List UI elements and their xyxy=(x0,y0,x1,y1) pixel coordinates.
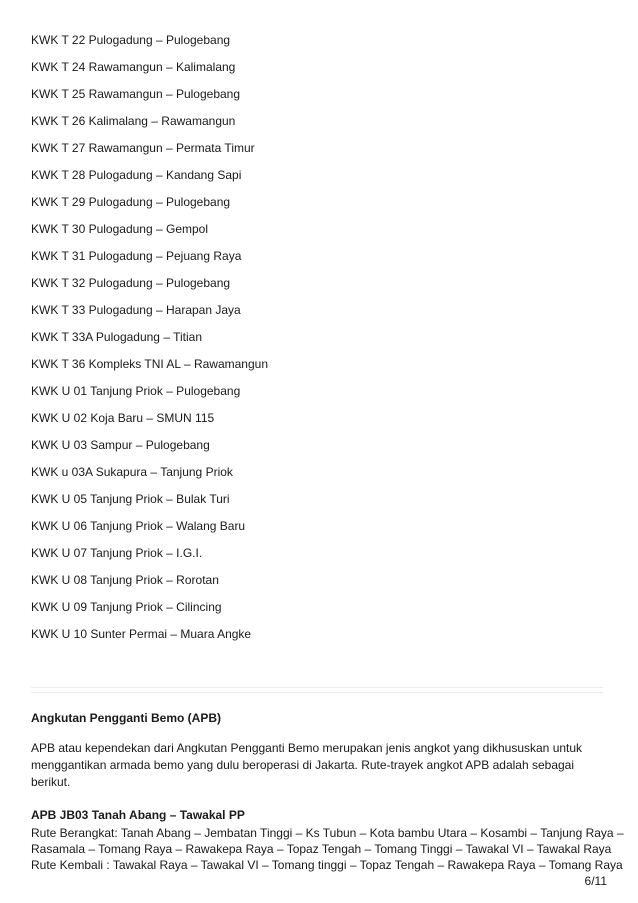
route-item: KWK U 06 Tanjung Priok – Walang Baru xyxy=(31,519,246,533)
route-item: KWK U 03 Sampur – Pulogebang xyxy=(31,438,210,452)
route-item: KWK U 08 Tanjung Priok – Rorotan xyxy=(31,573,219,587)
route-item: KWK U 07 Tanjung Priok – I.G.I. xyxy=(31,546,203,560)
route-item: KWK T 32 Pulogadung – Pulogebang xyxy=(31,276,231,290)
route-item: KWK T 36 Kompleks TNI AL – Rawamangun xyxy=(31,357,269,371)
route-item: KWK T 24 Rawamangun – Kalimalang xyxy=(31,60,236,74)
section-divider xyxy=(31,687,603,693)
route-item: KWK T 30 Pulogadung – Gempol xyxy=(31,222,208,236)
route-item: KWK T 33 Pulogadung – Harapan Jaya xyxy=(31,303,241,317)
route-detail-line: Rute Berangkat: Tanah Abang – Jembatan Tinggi – Ks Tubun – Kota bambu Utara – Kosambi – Tanjung Raya – xyxy=(31,826,624,840)
route-item: KWK T 27 Rawamangun – Permata Timur xyxy=(31,141,255,155)
page-number: 6/11 xyxy=(584,874,607,888)
route-item: KWK U 01 Tanjung Priok – Pulogebang xyxy=(31,384,241,398)
route-detail-line: Rasamala – Tomang Raya – Rawakepa Raya – Topaz Tengah – Tomang Tinggi – Tawakal VI – Tawakal Raya xyxy=(31,842,612,856)
route-item: KWK T 31 Pulogadung – Pejuang Raya xyxy=(31,249,242,263)
intro-line: APB atau kependekan dari Angkutan Pengganti Bemo merupakan jenis angkot yang dikhususkan untuk xyxy=(31,741,583,755)
apb-route-heading: APB JB03 Tanah Abang – Tawakal PP xyxy=(31,808,245,822)
apb-route-detail xyxy=(31,825,624,873)
route-item: KWK T 26 Kalimalang – Rawamangun xyxy=(31,114,236,128)
section-heading: Angkutan Pengganti Bemo (APB) xyxy=(31,711,222,725)
section-intro-paragraph xyxy=(31,740,603,791)
route-item: KWK U 05 Tanjung Priok – Bulak Turi xyxy=(31,492,230,506)
intro-line: menggantikan armada bemo yang dulu beroperasi di Jakarta. Rute-trayek angkot APB adalah sebagai berikut. xyxy=(31,758,575,789)
route-item: KWK T 22 Pulogadung – Pulogebang xyxy=(31,33,231,47)
route-item: KWK U 09 Tanjung Priok – Cilincing xyxy=(31,600,222,614)
route-detail-line: Rute Kembali : Tawakal Raya – Tawakal VI – Tomang tinggi – Topaz Tengah – Rawakepa Raya – Tomang Raya xyxy=(31,858,623,872)
route-item: KWK U 02 Koja Baru – SMUN 115 xyxy=(31,411,215,425)
route-item: KWK T 25 Rawamangun – Pulogebang xyxy=(31,87,241,101)
route-list xyxy=(31,33,591,654)
route-item: KWK U 10 Sunter Permai – Muara Angke xyxy=(31,627,252,641)
route-item: KWK u 03A Sukapura – Tanjung Priok xyxy=(31,465,233,479)
route-item: KWK T 28 Pulogadung – Kandang Sapi xyxy=(31,168,242,182)
route-item: KWK T 29 Pulogadung – Pulogebang xyxy=(31,195,231,209)
route-item: KWK T 33A Pulogadung – Titian xyxy=(31,330,203,344)
